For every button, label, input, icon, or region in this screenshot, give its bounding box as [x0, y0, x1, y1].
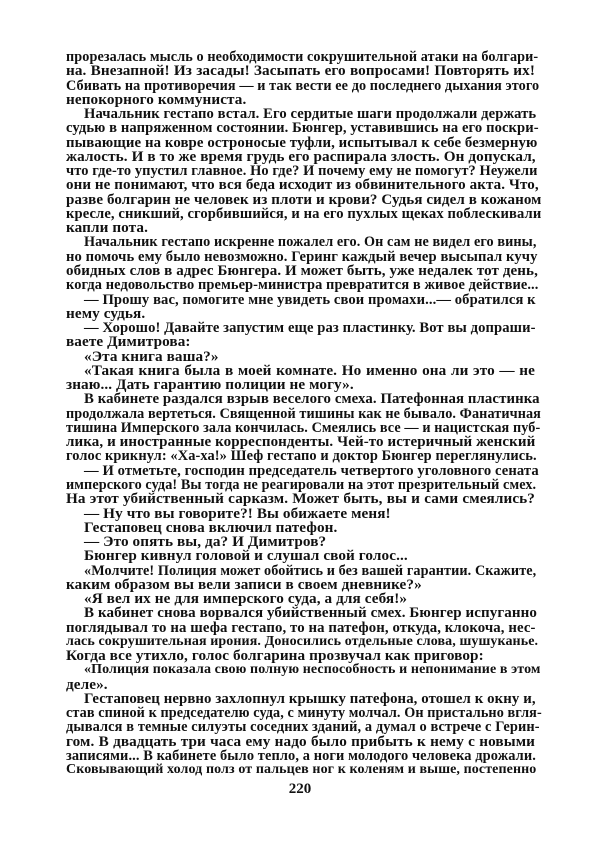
text-line: когда недовольство премьер-министра превратится в живое действие...	[66, 277, 539, 294]
text-line: разве болгарин не человек из плоти и крови? Судья сидел в кожаном	[66, 191, 542, 208]
page-number: 220	[288, 781, 312, 797]
text-line: — Прошу вас, помогите мне увидеть свои промахи...— обратился к	[84, 291, 536, 308]
text-line: они не понимают, что вся беда исходит из обвинительного акта. Что,	[66, 177, 539, 194]
text-line: — Ну что вы говорите?! Вы обижаете меня!	[84, 504, 391, 522]
text-line: Сбивать на противоречия — и так вести ее до последнего дыхания этого	[66, 77, 540, 94]
text-line: непокорного коммуниста.	[66, 90, 247, 108]
text-line: на. Внезапной! Из засады! Засыпать его вопросами! Повторять их!	[66, 62, 535, 80]
text-line: поглядывал то на шефа гестапо, то на патефон, откуда, клокоча, нес-	[66, 619, 536, 636]
text-line: Гестаповец снова включил патефон.	[84, 518, 338, 536]
text-line: нему судья.	[66, 304, 146, 322]
text-line: Начальник гестапо встал. Его сердитые шаги продолжали держать	[84, 106, 537, 123]
text-line: судью в напряженном состоянии. Бюнгер, уставившись на его поскри-	[66, 120, 539, 137]
text-line: что где-то упустил главное. Но где? И почему ему не помогут? Неужели	[66, 163, 538, 180]
text-line: На этот убийственный сарказм. Может быть, вы и сами смеялись?	[66, 490, 535, 508]
text-line: лась сокрушительная ирония. Доносились отдельные слова, шушуканье.	[66, 633, 539, 649]
text-line: Гестаповец нервно захлопнул крышку патефона, отошел к окну и,	[84, 690, 536, 707]
text-line: кресле, сникший, сгорбившийся, и на его пухлых щеках поблескивали	[66, 205, 542, 222]
text-line: но помочь ему было невозможно. Геринг каждый вечер высыпал кучу	[66, 248, 538, 265]
text-line: пывающие на ковре остроносые туфли, испытывал к себе безмерную	[66, 134, 538, 151]
text-line: Начальник гестапо искренне пожалел его. Он сам не видел его вины,	[84, 234, 537, 251]
text-line: знаю... Дать гарантию полиции не могу».	[66, 376, 354, 394]
text-line: В кабинет снова ворвался убийственный смех. Бюнгер испуганно	[84, 605, 537, 622]
text-line: «Я вел их не для имперского суда, а для себя!»	[84, 590, 408, 608]
text-line: лика, и иностранные корреспонденты. Чей-то истеричный женский	[66, 434, 536, 451]
text-line: дывался в темные силуэты соседних зданий, а думал о встрече с Герин-	[66, 719, 540, 736]
text-line: каким образом вы вели записи в своем дневнике?»	[66, 575, 422, 593]
text-line: Когда все утихло, голос болгарина прозвучал как приговор:	[66, 647, 484, 665]
text-line: Бюнгер кивнул головой и слушал свой голос...	[84, 547, 408, 565]
text-line: имперского суда! Вы тогда не реагировали на этот презрительный смех.	[66, 476, 537, 493]
text-line: капли пота.	[66, 219, 149, 237]
text-line: «Полиция показала свою полную неспособность и непонимание в этом	[84, 662, 541, 678]
text-line: ваете Димитрова:	[66, 333, 191, 351]
text-line: записями... В кабинете было тепло, а ноги молодого человека дрожали.	[66, 748, 536, 765]
text-line: продолжала вертеться. Священной тишины как не бывало. Фанатичная	[66, 405, 541, 422]
text-line: «Эта книга ваша?»	[84, 347, 219, 365]
text-line: — Это опять вы, да? И Димитров?	[84, 533, 327, 551]
text-line: «Такая книга была в моей комнате. Но именно она ли это — не	[84, 361, 535, 379]
text-line: тишина Имперского зала кончилась. Смеялись все — и нацистская пуб-	[66, 419, 541, 436]
text-line: — И отметьте, господин председатель четвертого уголовного сената	[84, 462, 539, 479]
text-line: голос крикнул: «Ха-ха!» Шеф гестапо и доктор Бюнгер переглянулись.	[66, 448, 537, 465]
text-line: жалость. И в то же время грудь его распирала злость. Он допускал,	[66, 147, 536, 165]
text-line: став спиной к председателю суда, с минуту молчал. Он пристально вгля-	[66, 705, 542, 722]
text-line: «Молчите! Полиция может обойтись и без вашей гарантии. Скажите,	[84, 562, 537, 579]
text-line: — Хорошо! Давайте запустим еще раз пластинку. Вот вы допраши-	[84, 320, 536, 337]
text-line: Сковывающий холод полз от пальцев ног к коленям и выше, постепенно	[66, 762, 537, 778]
text-line: деле».	[66, 675, 108, 693]
page-body-text	[66, 49, 542, 778]
text-line: прорезалась мысль о необходимости сокрушительной атаки на болгари-	[66, 49, 539, 65]
text-line: обидных слов в адрес Бюнгера. И может быть, уже недалек тот день,	[66, 262, 538, 279]
text-line: гом. В двадцать три часа ему надо было прибыть к нему с новыми	[66, 732, 535, 750]
text-line: В кабинете раздался взрыв веселого смеха. Патефонная пластинка	[84, 391, 540, 408]
